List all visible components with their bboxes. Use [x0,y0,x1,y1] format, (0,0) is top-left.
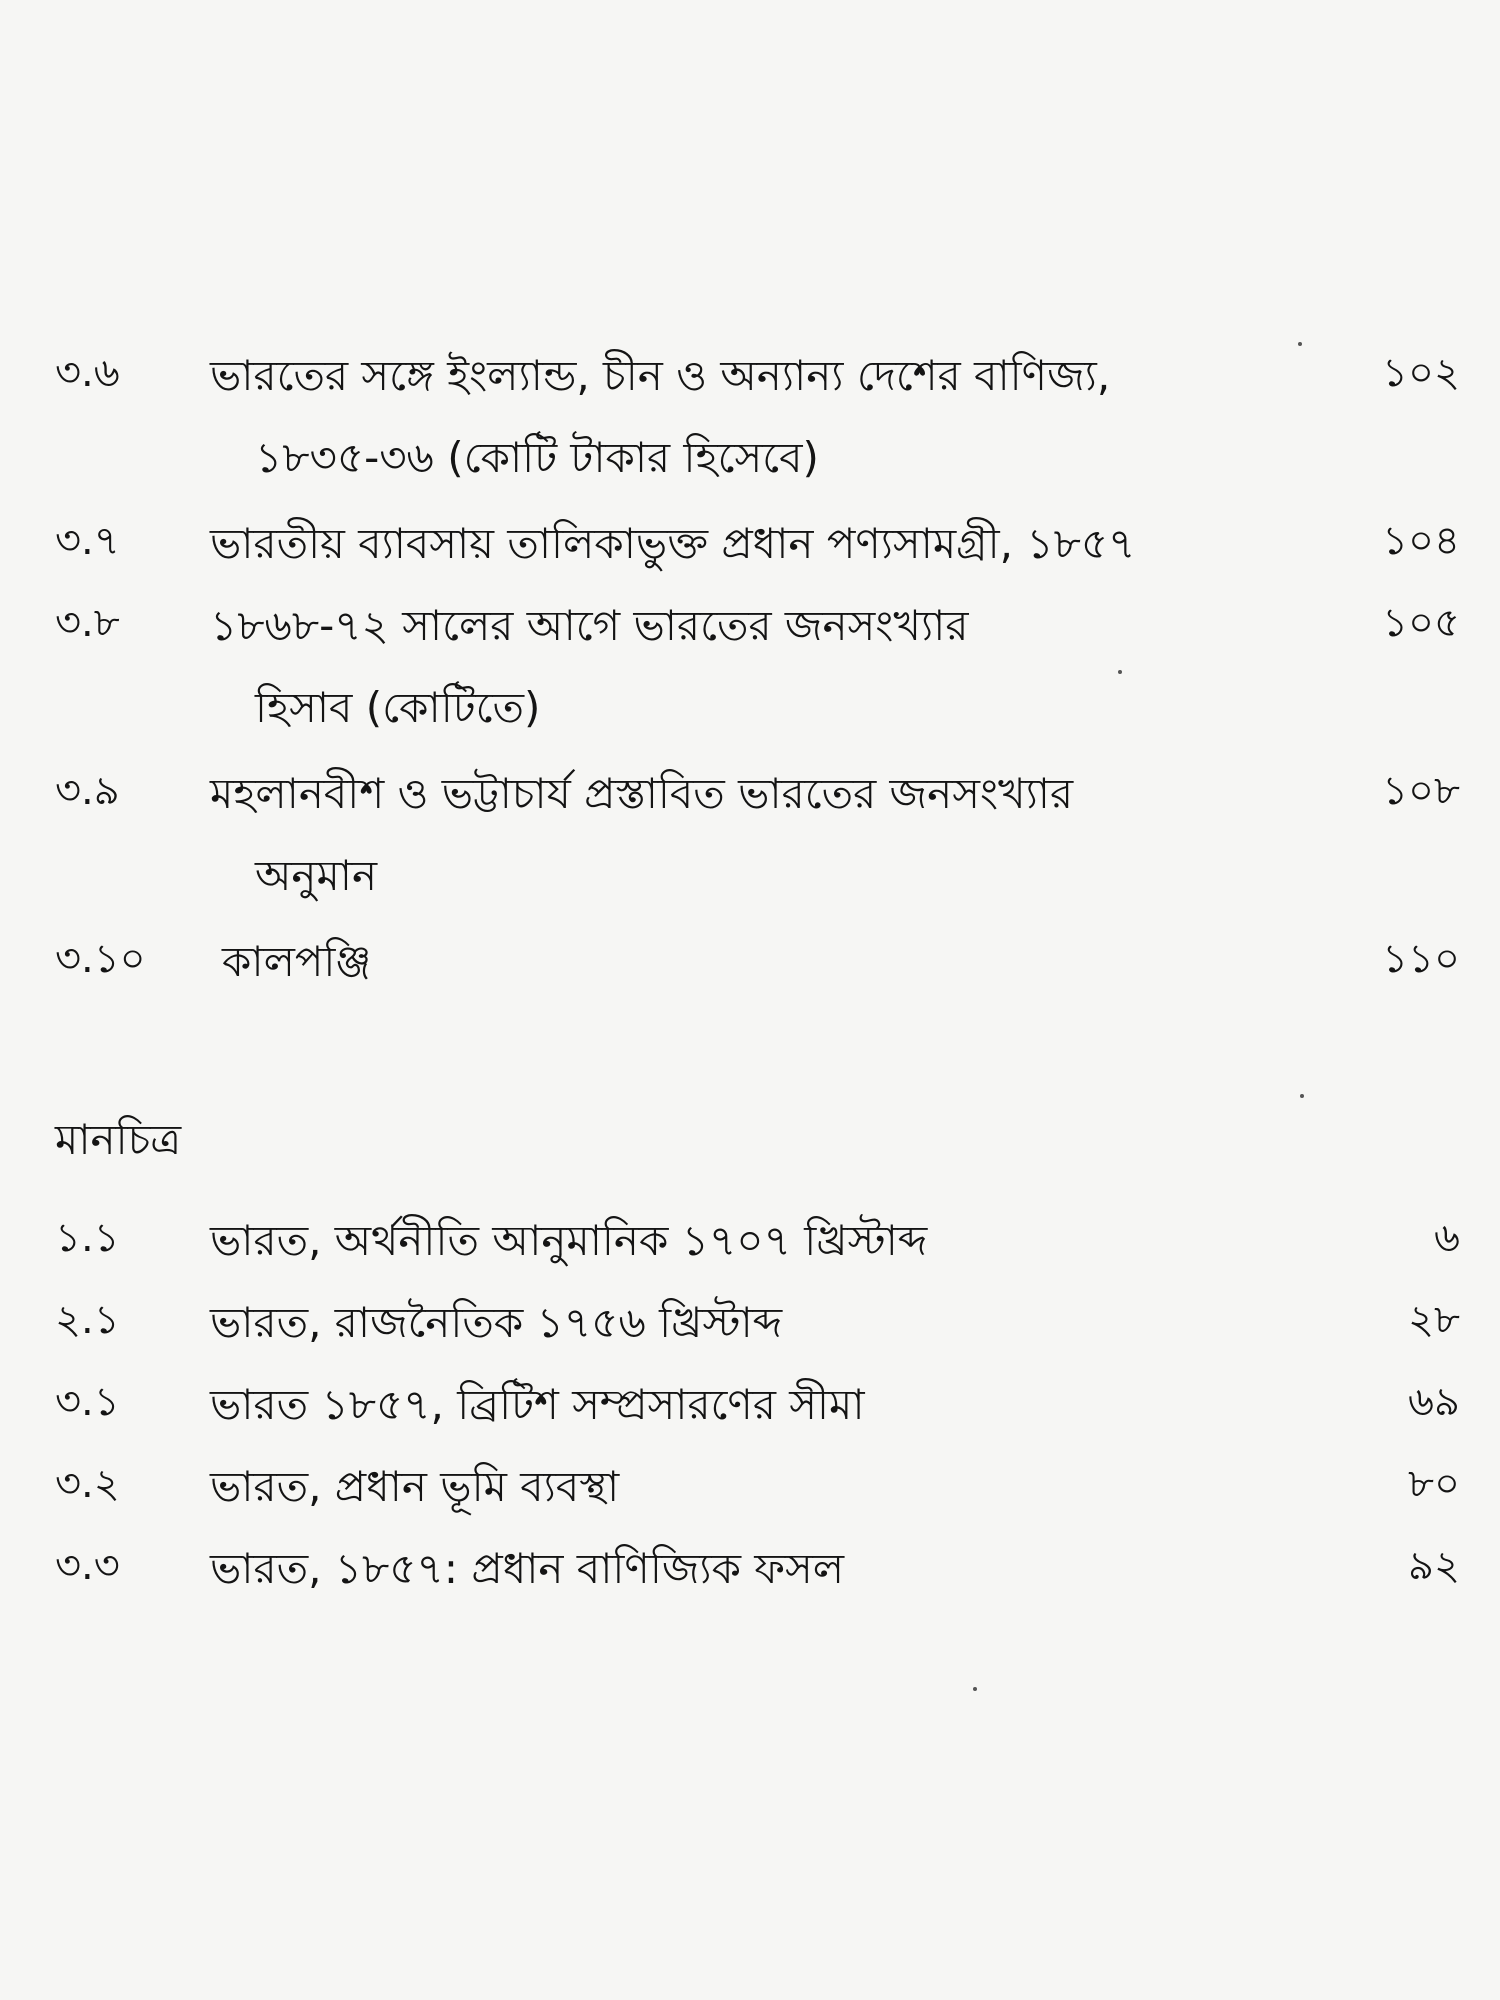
entry-number: ৩.১০ [55,936,146,982]
entry-page-number: ১০২ [1382,350,1460,396]
paper-speck [1300,1094,1304,1098]
entry-number: ৩.৩ [55,1543,120,1589]
entry-title-line1: ভারতের সঙ্গে ইংল্যান্ড, চীন ও অন্যান্য দেশের বাণিজ্য, [210,351,1111,400]
entry-title [210,1282,1280,1364]
entry-title-line1: ১৮৬৮-৭২ সালের আগে ভারতের জনসংখ্যার [210,601,969,650]
entry-title-line1: কালপঞ্জি [222,937,372,986]
maps-list [0,1100,1500,1610]
entry-title [210,1364,1280,1446]
entry-page-number: ১১০ [1382,936,1460,982]
entry-number: ২.১ [55,1297,120,1343]
toc-entry[interactable] [0,1528,1500,1610]
entry-number: ৩.৭ [55,518,120,564]
entry-title-line1: ভারত, অর্থনীতি আনুমানিক ১৭০৭ খ্রিস্টাব্দ [210,1216,928,1265]
entry-title-line1: ভারত ১৮৫৭, ব্রিটিশ সম্প্রসারণের সীমা [210,1380,865,1429]
entry-title-line1: ভারতীয় ব্যাবসায় তালিকাভুক্ত প্রধান পণ্যসামগ্রী, ১৮৫৭ [210,519,1136,568]
entry-number: ১.১ [55,1215,120,1261]
entry-page-number: ৬৯ [1408,1379,1460,1425]
entry-page-number: ৮০ [1408,1461,1460,1507]
entry-page-number: ১০৪ [1382,518,1460,564]
entry-number: ৩.২ [55,1461,120,1507]
toc-entry[interactable] [0,585,1500,753]
entry-title [210,335,1280,499]
entry-title [210,585,1280,749]
tables-list [0,335,1500,1003]
toc-entry[interactable] [0,753,1500,921]
entry-title-line2: হিসাব (কোটিতে) [255,683,541,732]
toc-entry[interactable] [0,1282,1500,1364]
entry-number: ৩.৬ [55,350,120,396]
entry-title-line1: ভারত, ১৮৫৭: প্রধান বাণিজ্যিক ফসল [210,1544,845,1593]
entry-number: ৩.৯ [55,768,120,814]
entry-title [210,1200,1280,1282]
toc-entry[interactable] [0,503,1500,585]
entry-title [210,1446,1280,1528]
entry-page-number: ১০৮ [1382,768,1460,814]
toc-entry[interactable] [0,1200,1500,1282]
entry-page-number: ৬ [1433,1215,1460,1261]
toc-entry[interactable] [0,1364,1500,1446]
entry-title [222,921,1292,1003]
entry-title [210,503,1280,585]
entry-title [210,1528,1280,1610]
entry-title-line1: মহলানবীশ ও ভট্টাচার্য প্রস্তাবিত ভারতের জনসংখ্যার [210,769,1074,818]
entry-page-number: ৯২ [1408,1543,1460,1589]
entry-title-line1: ভারত, প্রধান ভূমি ব্যবস্থা [210,1462,620,1511]
entry-page-number: ২৮ [1408,1297,1460,1343]
entry-page-number: ১০৫ [1382,600,1460,646]
toc-entry[interactable] [0,921,1500,1003]
section-heading: মানচিত্র [55,1115,182,1164]
paper-speck [973,1687,977,1691]
entry-title-line2: ১৮৩৫-৩৬ (কোটি টাকার হিসেবে) [255,433,819,482]
entry-title-line2: অনুমান [255,851,378,900]
entry-number: ৩.৮ [55,600,120,646]
toc-entry[interactable] [0,335,1500,503]
entry-title [210,753,1280,917]
entry-number: ৩.১ [55,1379,120,1425]
entry-title-line1: ভারত, রাজনৈতিক ১৭৫৬ খ্রিস্টাব্দ [210,1298,783,1347]
toc-entry[interactable] [0,1446,1500,1528]
